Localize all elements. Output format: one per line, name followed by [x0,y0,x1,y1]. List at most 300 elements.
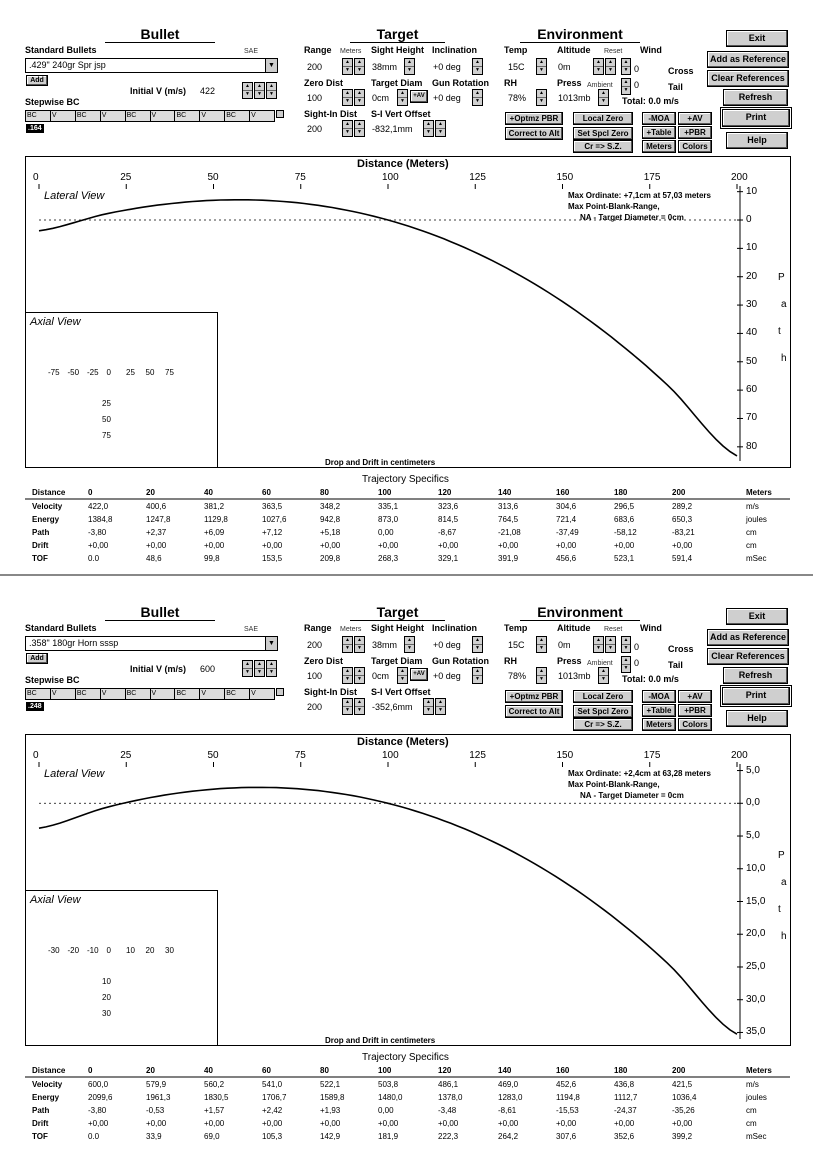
bc-column-label: BC [26,111,51,121]
initial-v-spinner-3[interactable] [266,660,277,677]
max-ordinate-text: Max Ordinate: +2,4cm at 63,28 meters [568,769,711,778]
correct-to-alt-button[interactable]: Correct to Alt [505,705,563,718]
axial-vtick-label: 75 [102,431,111,440]
cross-label: Cross [668,66,694,76]
si-offset-spinner-2[interactable] [435,698,446,715]
inclination-spinner-down[interactable]: ▼ [475,67,480,73]
inclination-label: Inclination [432,45,477,55]
ambient-label: Ambient [587,82,613,89]
initial-v-spinner-2-up[interactable]: ▲ [255,83,264,91]
initial-v-spinner-1[interactable] [242,660,253,677]
zero-dist-value: 100 [307,93,323,103]
range-spinner-2-up[interactable]: ▲ [355,637,364,645]
range-spinner-2-up[interactable]: ▲ [355,59,364,67]
wind-cross-spinner-up[interactable]: ▲ [623,59,629,65]
plus-av-button[interactable]: +AV [678,112,712,125]
set-special-zero-button[interactable]: Set Spcl Zero [573,127,633,140]
v-column-label: V [101,689,126,699]
sight-in-spinner-2[interactable] [354,698,365,715]
environment-section-title: Environment [520,604,640,621]
bc-scroll-track[interactable] [25,124,284,134]
si-offset-spinner-2-down[interactable]: ▼ [438,707,443,713]
si-offset-spinner-1-down[interactable]: ▼ [426,129,431,135]
optimize-pbr-button[interactable]: +Optmz PBR [505,690,563,703]
x-tick-label: 100 [382,172,399,183]
sight-in-spinner-2-down[interactable]: ▼ [357,129,362,135]
colors-button[interactable]: Colors [678,718,712,731]
zero-dist-spinner-2-down[interactable]: ▼ [357,98,362,104]
axial-tick-label: 25 [126,368,135,377]
table-cell: +0,00 [262,541,283,550]
table-cell: 650,3 [672,515,693,524]
axial-vtick-label: 30 [102,1009,111,1018]
v-column-label: V [51,689,76,699]
sight-height-spinner-up[interactable]: ▲ [405,637,414,645]
distance-axis-title: Distance (Meters) [357,736,449,748]
altitude-spinner-2-up[interactable]: ▲ [606,637,615,645]
inclination-spinner-up[interactable]: ▲ [473,59,482,67]
y-tick-label: 20,0 [746,928,766,940]
range-spinner-1-up[interactable]: ▲ [343,59,352,67]
sight-in-spinner-2-up[interactable]: ▲ [355,121,364,129]
altitude-spinner-1-down[interactable]: ▼ [596,645,601,651]
table-cell: +1,93 [320,1106,341,1115]
si-offset-spinner-2[interactable] [435,120,446,137]
bc-value[interactable]: .164 [28,125,42,132]
plus-table-button[interactable]: +Table [642,704,676,717]
table-cell: 421,5 [672,1080,693,1089]
sight-in-spinner-2[interactable] [354,120,365,137]
table-cell: 142,9 [320,1132,341,1141]
si-offset-spinner-1[interactable] [423,698,434,715]
y-tick-label: 10 [746,242,758,254]
table-cell: 1112,7 [614,1093,638,1102]
table-cell: +0,00 [614,541,635,550]
press-spinner[interactable] [598,89,609,106]
sight-height-spinner-up[interactable]: ▲ [405,59,414,67]
sight-height-spinner-down[interactable]: ▼ [407,67,412,73]
temp-value: 15C [508,640,525,650]
altitude-spinner-2[interactable] [605,58,616,75]
trajectory-specifics-title: Trajectory Specifics [362,474,449,485]
y-tick-label: 25,0 [746,960,766,972]
local-zero-button[interactable]: Local Zero [573,690,633,703]
table-cell: 289,2 [672,502,693,511]
press-spinner-up[interactable]: ▲ [599,90,608,98]
plus-table-button[interactable]: +Table [642,126,676,139]
altitude-spinner-2-down[interactable]: ▼ [608,645,613,651]
distance-header-cell: 160 [556,488,570,497]
altitude-label: Altitude [557,623,591,633]
set-special-zero-button[interactable]: Set Spcl Zero [573,705,633,718]
minus-moa-button[interactable]: -MOA [642,112,676,125]
table-cell: 814,5 [438,515,459,524]
gun-rotation-spinner-down[interactable]: ▼ [475,98,480,104]
wind-tail-spinner-down[interactable]: ▼ [623,665,629,671]
table-cell: 0,00 [378,1106,394,1115]
zero-dist-spinner-2-up[interactable]: ▲ [355,90,364,98]
range-spinner-1-down[interactable]: ▼ [345,67,350,73]
lateral-view-label: Lateral View [44,190,105,202]
sight-in-spinner-1-down[interactable]: ▼ [345,707,350,713]
table-cell: 1129,8 [204,515,228,524]
zero-dist-spinner-1[interactable] [342,667,353,684]
max-ordinate-text: Max Ordinate: +7,1cm at 57,03 meters [568,191,711,200]
correct-to-alt-button[interactable]: Correct to Alt [505,127,563,140]
range-spinner-1[interactable] [342,58,353,75]
minus-moa-button[interactable]: -MOA [642,690,676,703]
initial-v-spinner-2-down[interactable]: ▼ [257,91,262,97]
path-axis-letter: h [781,931,787,942]
table-cell: +0,00 [378,541,399,550]
wind-tail-spinner-down[interactable]: ▼ [623,87,629,93]
colors-button[interactable]: Colors [678,140,712,153]
print-button[interactable]: Print [722,687,790,705]
optimize-pbr-button[interactable]: +Optmz PBR [505,112,563,125]
sight-in-spinner-1[interactable] [342,698,353,715]
exit-button[interactable]: Exit [726,608,788,625]
sight-height-spinner[interactable] [404,58,415,75]
axial-tick-label: 75 [165,368,174,377]
sight-in-spinner-1-up[interactable]: ▲ [343,121,352,129]
table-cell: +0,00 [320,541,341,550]
bc-scroll-up-icon[interactable] [276,688,284,696]
range-spinner-1[interactable] [342,636,353,653]
initial-v-spinner-3-up[interactable]: ▲ [267,661,276,669]
table-cell: -21,08 [498,528,521,537]
x-tick-label: 200 [731,172,748,183]
initial-v-spinner-1-down[interactable]: ▼ [245,669,250,675]
path-axis-letter: t [778,326,781,337]
meters-header: Meters [746,488,772,497]
temp-spinner-up[interactable]: ▲ [537,59,546,67]
target-av-button[interactable]: +AV [410,90,428,103]
table-cell: 268,3 [378,554,399,563]
wind-cross-spinner[interactable] [621,636,631,653]
gun-rotation-spinner-down[interactable]: ▼ [475,676,480,682]
zero-dist-spinner-1-up[interactable]: ▲ [343,668,352,676]
wind-cross-value: 0 [634,64,640,74]
table-cell: -3,48 [438,1106,457,1115]
target-diam-spinner[interactable] [397,667,408,684]
v-column-label: V [200,111,225,121]
path-axis-letter: a [781,877,787,888]
sight-in-spinner-2-up[interactable]: ▲ [355,699,364,707]
zero-dist-spinner-1[interactable] [342,89,353,106]
table-cell: +0,00 [146,1119,167,1128]
temp-spinner-down[interactable]: ▼ [539,67,544,73]
inclination-spinner-down[interactable]: ▼ [475,645,480,651]
zero-dist-spinner-1-up[interactable]: ▲ [343,90,352,98]
y-tick-label: 20 [746,270,758,282]
inclination-spinner-up[interactable]: ▲ [473,637,482,645]
rh-label: RH [504,78,517,88]
table-cell: 264,2 [498,1132,519,1141]
zero-dist-spinner-1-down[interactable]: ▼ [345,98,350,104]
sight-height-spinner-down[interactable]: ▼ [407,645,412,651]
table-cell: 469,0 [498,1080,519,1089]
altitude-spinner-2[interactable] [605,636,616,653]
target-diam-spinner-down[interactable]: ▼ [400,676,405,682]
table-cell: 1830,5 [204,1093,229,1102]
total-wind-label: Total: 0.0 m/s [622,96,679,106]
zero-dist-spinner-2[interactable] [354,89,365,106]
v-column-label: V [151,689,176,699]
distance-header-cell: 80 [320,488,329,497]
altitude-spinner-2-up[interactable]: ▲ [606,59,615,67]
drop-drift-note: Drop and Drift in centimeters [325,1036,436,1045]
target-section-title: Target [350,26,445,43]
cr-to-sz-button[interactable]: Cr => S.Z. [573,718,633,731]
bullet-select-value: .358" 180gr Horn sssp [29,638,119,648]
si-offset-spinner-1-down[interactable]: ▼ [426,707,431,713]
meters-button[interactable]: Meters [642,140,676,153]
dropdown-arrow-icon[interactable]: ▼ [265,59,277,72]
si-offset-spinner-2-up[interactable]: ▲ [436,699,445,707]
add-as-reference-button[interactable]: Add as Reference [707,51,789,68]
press-value: 1013mb [558,93,591,103]
table-cell: +0,00 [204,541,225,550]
target-av-button[interactable]: +AV [410,668,428,681]
add-button[interactable]: Add [26,653,48,664]
sight-height-value: 38mm [372,640,398,650]
range-spinner-2[interactable] [354,636,365,653]
initial-v-spinner-3[interactable] [266,82,277,99]
wind-cross-spinner[interactable] [621,58,631,75]
y-tick-label: 0 [746,214,752,226]
stepwise-bc-label: Stepwise BC [25,675,80,685]
range-spinner-1-up[interactable]: ▲ [343,637,352,645]
exit-button[interactable]: Exit [726,30,788,47]
rh-spinner[interactable] [536,667,547,684]
axial-tick-label: 20 [145,946,155,955]
table-cell: +0,00 [204,1119,225,1128]
table-cell: 721,4 [556,515,577,524]
path-axis-letter: h [781,353,787,364]
dropdown-arrow-icon[interactable]: ▼ [265,637,277,650]
stepwise-bc-row[interactable] [25,110,275,122]
gun-rotation-spinner[interactable] [472,89,483,106]
target-diameter-note: NA - Target Diameter = 0cm [580,791,684,800]
distance-header-cell: 200 [672,488,686,497]
altitude-spinner-2-down[interactable]: ▼ [608,67,613,73]
sight-in-spinner-2-down[interactable]: ▼ [357,707,362,713]
target-diam-spinner-up[interactable]: ▲ [398,90,407,98]
bullet-select[interactable] [25,58,278,73]
bc-value[interactable]: .248 [28,703,42,710]
sight-in-spinner-1[interactable] [342,120,353,137]
target-diam-spinner-down[interactable]: ▼ [400,98,405,104]
rh-spinner[interactable] [536,89,547,106]
refresh-button[interactable]: Refresh [723,89,788,106]
table-cell: 1589,8 [320,1093,345,1102]
distance-header-cell: 140 [498,1066,512,1075]
table-cell: 209,8 [320,554,341,563]
table-row-unit: mSec [746,1132,767,1141]
altitude-spinner-1[interactable] [593,58,604,75]
path-axis-letter: P [778,850,785,861]
wind-tail-spinner-up[interactable]: ▲ [623,79,629,85]
inclination-spinner[interactable] [472,58,483,75]
bullet-select[interactable] [25,636,278,651]
zero-dist-spinner-2[interactable] [354,667,365,684]
range-spinner-2-down[interactable]: ▼ [357,67,362,73]
initial-v-spinner-3-down[interactable]: ▼ [269,91,274,97]
bullet-section-title: Bullet [105,604,215,621]
rh-spinner-up[interactable]: ▲ [537,90,546,98]
help-button[interactable]: Help [726,710,788,727]
print-button[interactable]: Print [722,109,790,127]
si-offset-spinner-1-up[interactable]: ▲ [424,121,433,129]
help-button[interactable]: Help [726,132,788,149]
initial-v-value: 422 [200,86,216,96]
target-diam-value: 0cm [372,93,390,103]
initial-v-spinner-1-down[interactable]: ▼ [245,91,250,97]
x-tick-label: 100 [382,750,399,761]
initial-v-spinner-2-down[interactable]: ▼ [257,669,262,675]
add-button[interactable]: Add [26,75,48,86]
table-cell: +0,00 [498,1119,519,1128]
cr-to-sz-button[interactable]: Cr => S.Z. [573,140,633,153]
table-row-label: Path [32,1106,50,1115]
meters-header: Meters [746,1066,772,1075]
range-spinner-2[interactable] [354,58,365,75]
si-offset-spinner-1-up[interactable]: ▲ [424,699,433,707]
initial-v-spinner-3-up[interactable]: ▲ [267,83,276,91]
distance-header-cell: 100 [378,488,392,497]
table-cell: +2,42 [262,1106,283,1115]
si-offset-spinner-2-up[interactable]: ▲ [436,121,445,129]
local-zero-button[interactable]: Local Zero [573,112,633,125]
initial-v-spinner-1-up[interactable]: ▲ [243,661,252,669]
initial-v-spinner-2[interactable] [254,82,265,99]
press-spinner-down[interactable]: ▼ [601,676,606,682]
gun-rotation-spinner-up[interactable]: ▲ [473,668,482,676]
y-tick-label: 15,0 [746,895,766,907]
table-cell: 313,6 [498,502,519,511]
plus-av-button[interactable]: +AV [678,690,712,703]
zero-dist-spinner-2-down[interactable]: ▼ [357,676,362,682]
initial-v-spinner-3-down[interactable]: ▼ [269,669,274,675]
si-offset-spinner-1[interactable] [423,120,434,137]
table-row-unit: cm [746,1106,757,1115]
bc-column-label: BC [76,689,101,699]
table-cell: 523,1 [614,554,635,563]
distance-header-cell: 180 [614,488,628,497]
temp-spinner[interactable] [536,636,547,653]
zero-dist-spinner-2-up[interactable]: ▲ [355,668,364,676]
meters-button[interactable]: Meters [642,718,676,731]
rh-spinner-down[interactable]: ▼ [539,98,544,104]
altitude-spinner-1[interactable] [593,636,604,653]
target-diam-spinner[interactable] [397,89,408,106]
distance-header: Distance [32,488,66,497]
temp-spinner[interactable] [536,58,547,75]
axial-view-label: Axial View [30,894,81,906]
rh-spinner-up[interactable]: ▲ [537,668,546,676]
clear-references-button[interactable]: Clear References [707,648,789,665]
y-tick-label: 0,0 [746,797,760,809]
wind-tail-spinner-up[interactable]: ▲ [623,657,629,663]
table-cell: 591,4 [672,554,693,563]
press-spinner[interactable] [598,667,609,684]
bc-scroll-up-icon[interactable] [276,110,284,118]
wind-label: Wind [640,623,662,633]
range-spinner-1-down[interactable]: ▼ [345,645,350,651]
y-tick-label: 50 [746,355,758,367]
clear-references-button[interactable]: Clear References [707,70,789,87]
rh-spinner-down[interactable]: ▼ [539,676,544,682]
si-offset-spinner-2-down[interactable]: ▼ [438,129,443,135]
y-tick-label: 40 [746,327,758,339]
altitude-spinner-1-down[interactable]: ▼ [596,67,601,73]
wind-cross-spinner-down[interactable]: ▼ [623,67,629,73]
table-cell: 436,8 [614,1080,635,1089]
sight-height-spinner[interactable] [404,636,415,653]
target-diam-label: Target Diam [371,656,423,666]
plus-pbr-button[interactable]: +PBR [678,704,712,717]
sight-in-dist-label: Sight-In Dist [304,687,357,697]
initial-v-spinner-2-up[interactable]: ▲ [255,661,264,669]
wind-cross-spinner-up[interactable]: ▲ [623,637,629,643]
sight-in-spinner-1-down[interactable]: ▼ [345,129,350,135]
refresh-button[interactable]: Refresh [723,667,788,684]
add-as-reference-button[interactable]: Add as Reference [707,629,789,646]
altitude-spinner-1-up[interactable]: ▲ [594,59,603,67]
press-spinner-down[interactable]: ▼ [601,98,606,104]
x-tick-label: 125 [469,750,486,761]
wind-tail-spinner[interactable] [621,78,631,95]
table-cell: +0,00 [146,541,167,550]
zero-dist-label: Zero Dist [304,78,344,88]
temp-spinner-up[interactable]: ▲ [537,637,546,645]
table-cell: 222,3 [438,1132,459,1141]
table-cell: +0,00 [88,1119,109,1128]
table-cell: +0,00 [672,541,693,550]
initial-v-spinner-1-up[interactable]: ▲ [243,83,252,91]
bc-column-label: BC [126,689,151,699]
wind-cross-spinner-down[interactable]: ▼ [623,645,629,651]
v-column-label: V [101,111,126,121]
x-tick-label: 50 [207,172,219,183]
bc-column-label: BC [225,111,250,121]
v-column-label: V [251,690,256,697]
bc-column-label: BC [26,689,51,699]
initial-v-spinner-1[interactable] [242,82,253,99]
environment-section-title: Environment [520,26,640,43]
press-spinner-up[interactable]: ▲ [599,668,608,676]
range-spinner-2-down[interactable]: ▼ [357,645,362,651]
altitude-spinner-1-up[interactable]: ▲ [594,637,603,645]
gun-rotation-spinner[interactable] [472,667,483,684]
stepwise-bc-row[interactable] [25,688,275,700]
x-tick-label: 175 [643,750,661,761]
table-cell: 764,5 [498,515,519,524]
bc-scroll-track[interactable] [25,702,284,712]
sight-in-spinner-1-up[interactable]: ▲ [343,699,352,707]
table-row-label: Velocity [32,1080,63,1089]
temp-spinner-down[interactable]: ▼ [539,645,544,651]
plus-pbr-button[interactable]: +PBR [678,126,712,139]
zero-dist-spinner-1-down[interactable]: ▼ [345,676,350,682]
gun-rotation-spinner-up[interactable]: ▲ [473,90,482,98]
table-cell: 1961,3 [146,1093,171,1102]
table-cell: +0,00 [498,541,519,550]
wind-tail-spinner[interactable] [621,656,631,673]
target-diam-spinner-up[interactable]: ▲ [398,668,407,676]
initial-v-spinner-2[interactable] [254,660,265,677]
inclination-spinner[interactable] [472,636,483,653]
